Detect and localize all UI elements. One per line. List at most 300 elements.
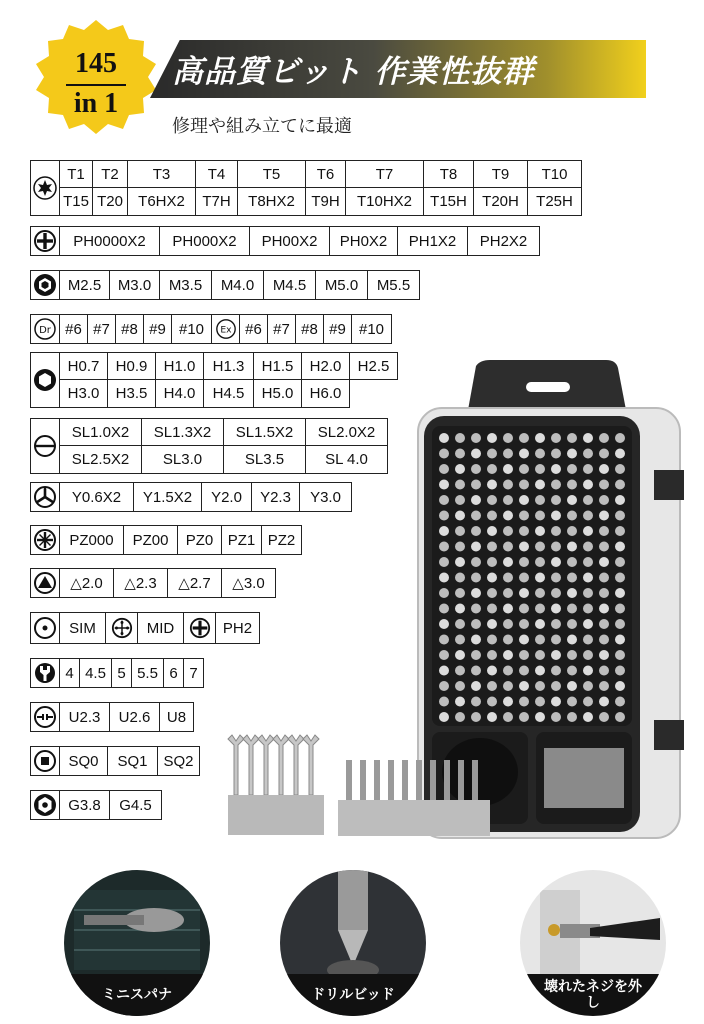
- bit-slot: [567, 480, 577, 490]
- drill-bit: [430, 760, 436, 800]
- spanner-size: 6: [164, 658, 184, 688]
- bit-slot: [551, 712, 561, 722]
- bit-slot: [519, 433, 529, 443]
- bit-slot: [455, 433, 465, 443]
- bit-slot: [615, 480, 625, 490]
- torx-size: T2: [93, 160, 128, 188]
- bit-slot: [599, 464, 609, 474]
- hex-size: H4.0: [156, 380, 204, 408]
- bit-slot: [535, 635, 545, 645]
- drill-bit: [472, 760, 478, 800]
- bit-slot: [615, 697, 625, 707]
- triangle-size: △2.7: [168, 568, 222, 598]
- hex-size: H4.5: [204, 380, 254, 408]
- bit-slot: [519, 666, 529, 676]
- gamebit-size: G4.5: [110, 790, 162, 820]
- bit-slot: [551, 635, 561, 645]
- square-row: [30, 746, 200, 776]
- bit-slot: [583, 464, 593, 474]
- bit-slot: [551, 666, 561, 676]
- bit-slot: [599, 712, 609, 722]
- torx-size: T7H: [196, 188, 238, 216]
- bit-slot: [487, 480, 497, 490]
- bit-slot: [583, 666, 593, 676]
- mini-spanner: [243, 735, 259, 795]
- ph2-label: PH2: [216, 612, 260, 644]
- dr-icon-label: Dr: [39, 325, 51, 336]
- bit-slot: [471, 557, 481, 567]
- bit-slot: [567, 542, 577, 552]
- bit-slot: [599, 666, 609, 676]
- bit-slot: [551, 495, 561, 505]
- torx-size: T7: [346, 160, 424, 188]
- pozidriv-size: PZ000: [60, 525, 124, 555]
- bit-slot: [583, 697, 593, 707]
- torx-size: T8HX2: [238, 188, 306, 216]
- bit-slot: [439, 526, 449, 536]
- mini-spanner: [228, 735, 244, 795]
- bit-slot: [487, 542, 497, 552]
- bit-slot: [599, 480, 609, 490]
- bit-slot: [487, 557, 497, 567]
- bit-slot: [567, 619, 577, 629]
- bit-slot: [583, 557, 593, 567]
- bit-slot: [583, 635, 593, 645]
- bit-slot: [519, 511, 529, 521]
- bit-slot: [551, 464, 561, 474]
- bit-slot: [551, 511, 561, 521]
- bit-slot: [599, 573, 609, 583]
- bit-slot: [551, 433, 561, 443]
- bit-slot: [503, 635, 513, 645]
- phillips-size: PH1X2: [398, 226, 468, 256]
- bit-slot: [471, 666, 481, 676]
- bit-slot: [487, 573, 497, 583]
- bit-slot: [567, 433, 577, 443]
- bit-slot: [503, 604, 513, 614]
- bit-slot: [471, 619, 481, 629]
- page-subtitle: 修理や組み立てに最適: [172, 116, 352, 137]
- bit-slot: [615, 542, 625, 552]
- ex-size: #8: [296, 314, 324, 344]
- bit-slot: [471, 588, 481, 598]
- bit-slot: [535, 526, 545, 536]
- bit-slot: [535, 650, 545, 660]
- bit-slot: [599, 557, 609, 567]
- bit-slot: [487, 604, 497, 614]
- feature-drill-bit: [280, 870, 426, 1016]
- bit-slot: [615, 619, 625, 629]
- mini-spanner: [288, 735, 304, 795]
- drill-bit: [346, 760, 352, 800]
- bit-slot: [455, 542, 465, 552]
- bit-slot: [503, 650, 513, 660]
- bit-slot: [599, 526, 609, 536]
- bit-slot: [487, 619, 497, 629]
- bit-slot: [615, 557, 625, 567]
- bit-slot: [439, 573, 449, 583]
- bit-slot: [455, 588, 465, 598]
- metric-size: M4.5: [264, 270, 316, 300]
- bit-slot: [567, 588, 577, 598]
- torx-size: T20: [93, 188, 128, 216]
- feature-label: 壊れたネジを外し: [520, 974, 666, 1016]
- square-size: SQ2: [158, 746, 200, 776]
- hanger-hole: [526, 382, 570, 392]
- bit-slot: [567, 635, 577, 645]
- hex-size: H5.0: [254, 380, 302, 408]
- dr-size: #10: [172, 314, 212, 344]
- bit-slot: [583, 449, 593, 459]
- torx-size: T1: [60, 160, 93, 188]
- bit-slot: [535, 542, 545, 552]
- bit-slot: [567, 712, 577, 722]
- bit-slot: [503, 449, 513, 459]
- slotted-size: SL3.0: [142, 446, 224, 474]
- bit-slot: [455, 666, 465, 676]
- bit-slot: [487, 464, 497, 474]
- bit-slot: [455, 573, 465, 583]
- bit-slot: [471, 697, 481, 707]
- bit-slot: [615, 604, 625, 614]
- sim-label: SIM: [60, 612, 106, 644]
- tri-wing-size: Y1.5X2: [134, 482, 202, 512]
- pozidriv-icon: [30, 525, 60, 555]
- spanner-size: 4: [60, 658, 80, 688]
- bit-slot: [439, 666, 449, 676]
- bit-slot: [599, 697, 609, 707]
- triangle-size: △3.0: [222, 568, 276, 598]
- dr-size: #8: [116, 314, 144, 344]
- bit-slot: [615, 681, 625, 691]
- bit-slot: [439, 619, 449, 629]
- bit-slot: [455, 511, 465, 521]
- phillips-row: [30, 226, 540, 256]
- ex-size: #10: [352, 314, 392, 344]
- bit-slot: [471, 712, 481, 722]
- torx-row: [30, 160, 582, 216]
- spanner-icon: [30, 658, 60, 688]
- feature-screw-extractor: [520, 870, 666, 1016]
- bit-slot: [583, 433, 593, 443]
- bit-slot: [439, 480, 449, 490]
- bit-slot: [455, 449, 465, 459]
- phillips-size: PH00X2: [250, 226, 330, 256]
- torx-size: T3: [128, 160, 196, 188]
- drill-bit: [388, 760, 394, 800]
- bit-slot: [503, 495, 513, 505]
- bit-slot: [503, 666, 513, 676]
- torx-size: T9H: [306, 188, 346, 216]
- bit-slot: [615, 433, 625, 443]
- dr-icon: [30, 314, 60, 344]
- page-title: 高品質ビット 作業性抜群: [172, 54, 535, 90]
- bit-slot: [535, 697, 545, 707]
- bit-slot: [583, 650, 593, 660]
- bit-slot: [503, 526, 513, 536]
- bit-slot: [503, 697, 513, 707]
- bit-slot: [567, 650, 577, 660]
- bit-slot: [519, 712, 529, 722]
- bit-slot: [471, 495, 481, 505]
- bit-slot: [503, 588, 513, 598]
- bit-slot: [471, 681, 481, 691]
- bit-slot: [439, 635, 449, 645]
- feature-label: ドリルビッド: [280, 974, 426, 1016]
- hex-socket-icon: [30, 270, 60, 300]
- bit-slot: [519, 480, 529, 490]
- slotted-size: SL2.5X2: [60, 446, 142, 474]
- bit-slot: [439, 433, 449, 443]
- bit-slot: [535, 480, 545, 490]
- phillips-cross-icon: [30, 226, 60, 256]
- pozidriv-size: PZ2: [262, 525, 302, 555]
- torx-size: T10HX2: [346, 188, 424, 216]
- torx-star-icon: [30, 160, 60, 216]
- bit-slot: [599, 635, 609, 645]
- bit-slot: [471, 526, 481, 536]
- bit-slot: [535, 604, 545, 614]
- bit-slot: [567, 681, 577, 691]
- triangle-icon: [30, 568, 60, 598]
- hex-size: H3.5: [108, 380, 156, 408]
- mini-spanner: [273, 735, 289, 795]
- bit-slot: [503, 619, 513, 629]
- spanner-size: 5: [112, 658, 132, 688]
- bit-slot: [599, 495, 609, 505]
- bit-slot: [615, 635, 625, 645]
- bit-slot: [455, 681, 465, 691]
- hex-size: H0.9: [108, 352, 156, 380]
- bit-slot: [487, 511, 497, 521]
- bit-slot: [519, 650, 529, 660]
- bit-slot: [455, 650, 465, 660]
- spanner-base: [228, 795, 324, 835]
- mini-spanner: [303, 735, 319, 795]
- bit-slot: [487, 681, 497, 691]
- bit-slot: [471, 542, 481, 552]
- triangle-size: △2.3: [114, 568, 168, 598]
- bit-slot: [567, 666, 577, 676]
- bit-slot: [583, 480, 593, 490]
- bit-slot: [503, 712, 513, 722]
- dr-size: #7: [88, 314, 116, 344]
- torx-size: T8: [424, 160, 474, 188]
- slotted-size: SL3.5: [224, 446, 306, 474]
- ex-size: #6: [240, 314, 268, 344]
- dr-size: #6: [60, 314, 88, 344]
- slotted-size: SL2.0X2: [306, 418, 388, 446]
- hex-size: H2.5: [350, 352, 398, 380]
- u-type-size: U2.3: [60, 702, 110, 732]
- pozidriv-size: PZ00: [124, 525, 178, 555]
- bit-slot: [551, 542, 561, 552]
- bit-slot: [487, 495, 497, 505]
- tri-wing-size: Y3.0: [300, 482, 352, 512]
- bit-slot: [471, 433, 481, 443]
- slotted-size: SL1.5X2: [224, 418, 306, 446]
- bit-slot: [567, 526, 577, 536]
- bit-slot: [471, 604, 481, 614]
- bit-slot: [519, 557, 529, 567]
- product-image: [218, 360, 688, 850]
- ph2-icon: [184, 612, 216, 644]
- bit-slot: [455, 712, 465, 722]
- bit-slot: [535, 588, 545, 598]
- feature-label: ミニスパナ: [64, 974, 210, 1016]
- metric-size: M4.0: [212, 270, 264, 300]
- bit-slot: [615, 511, 625, 521]
- slotted-size: SL1.0X2: [60, 418, 142, 446]
- extension-bits: [544, 748, 624, 808]
- bit-slot: [487, 712, 497, 722]
- dr-size: #9: [144, 314, 172, 344]
- bit-slot: [455, 480, 465, 490]
- triangle-size: △2.0: [60, 568, 114, 598]
- torx-size: T10: [528, 160, 582, 188]
- slotted-icon: [30, 418, 60, 474]
- tri-wing-size: Y0.6X2: [60, 482, 134, 512]
- bit-slot: [551, 650, 561, 660]
- bit-slot: [583, 619, 593, 629]
- metric-size: M5.0: [316, 270, 368, 300]
- hex-size: H0.7: [60, 352, 108, 380]
- bit-slot: [439, 449, 449, 459]
- metric-size: M3.5: [160, 270, 212, 300]
- bit-slot: [535, 495, 545, 505]
- torx-size: T25H: [528, 188, 582, 216]
- gamebit-icon: [30, 790, 60, 820]
- bit-slot: [599, 588, 609, 598]
- bit-slot: [535, 573, 545, 583]
- u-type-size: U8: [160, 702, 194, 732]
- ex-icon: [212, 314, 240, 344]
- bit-slot: [583, 542, 593, 552]
- bit-slot: [551, 697, 561, 707]
- hex-size: H6.0: [302, 380, 350, 408]
- mini-spanner: [258, 735, 274, 795]
- bit-slot: [599, 433, 609, 443]
- square-icon: [30, 746, 60, 776]
- bit-slot: [567, 557, 577, 567]
- bit-slot: [519, 681, 529, 691]
- bit-slot: [599, 681, 609, 691]
- badge-number: 145: [75, 48, 117, 79]
- hex-size: H2.0: [302, 352, 350, 380]
- spanner-size: 4.5: [80, 658, 112, 688]
- bit-slot: [615, 666, 625, 676]
- bit-slot: [471, 635, 481, 645]
- bit-slot: [551, 604, 561, 614]
- slotted-size: SL 4.0: [306, 446, 388, 474]
- bit-slot: [487, 526, 497, 536]
- bit-slot: [535, 666, 545, 676]
- bit-slot: [455, 697, 465, 707]
- metric-size: M3.0: [110, 270, 160, 300]
- bit-slot: [567, 464, 577, 474]
- bit-slot: [519, 464, 529, 474]
- bit-slot: [455, 557, 465, 567]
- hex-size: H1.5: [254, 352, 302, 380]
- torx-size: T15H: [424, 188, 474, 216]
- phillips-size: PH0X2: [330, 226, 398, 256]
- bit-slot: [615, 449, 625, 459]
- metric-size: M2.5: [60, 270, 110, 300]
- bit-slot: [439, 557, 449, 567]
- bit-slot: [487, 588, 497, 598]
- bit-slot: [439, 650, 449, 660]
- pozidriv-size: PZ0: [178, 525, 222, 555]
- bit-slot: [551, 449, 561, 459]
- dr-ex-row: [30, 314, 392, 344]
- bit-slot: [535, 449, 545, 459]
- bit-slot: [503, 433, 513, 443]
- u-type-size: U2.6: [110, 702, 160, 732]
- bit-slot: [519, 449, 529, 459]
- bit-slot: [519, 495, 529, 505]
- bit-slot: [567, 604, 577, 614]
- bit-slot: [439, 712, 449, 722]
- bit-slot: [615, 526, 625, 536]
- bit-slot: [567, 449, 577, 459]
- torx-size: T9: [474, 160, 528, 188]
- bit-slot: [535, 433, 545, 443]
- bit-slot: [583, 511, 593, 521]
- bit-slot: [519, 588, 529, 598]
- ex-size: #7: [268, 314, 296, 344]
- u-type-icon: [30, 702, 60, 732]
- bit-slot: [503, 511, 513, 521]
- phillips-size: PH000X2: [160, 226, 250, 256]
- bit-slot: [551, 557, 561, 567]
- torx-size: T4: [196, 160, 238, 188]
- bit-slot: [439, 464, 449, 474]
- bit-slot: [535, 511, 545, 521]
- bit-slot: [471, 480, 481, 490]
- bit-slot: [567, 697, 577, 707]
- hex-size: H3.0: [60, 380, 108, 408]
- bit-slot: [615, 712, 625, 722]
- torx-size: T20H: [474, 188, 528, 216]
- bit-slot: [615, 495, 625, 505]
- bit-slot: [455, 464, 465, 474]
- bit-slot: [535, 712, 545, 722]
- bit-slot: [567, 573, 577, 583]
- bit-slot: [535, 619, 545, 629]
- torx-size: T6: [306, 160, 346, 188]
- bit-slot: [503, 542, 513, 552]
- torx-size: T6HX2: [128, 188, 196, 216]
- bit-slot: [455, 635, 465, 645]
- bit-slot: [551, 526, 561, 536]
- bit-slot: [439, 588, 449, 598]
- tri-wing-icon: [30, 482, 60, 512]
- torx-line-1: [60, 160, 582, 188]
- bit-slot: [503, 557, 513, 567]
- ex-icon-label: Ex: [219, 324, 232, 336]
- bit-strip-base: [338, 800, 490, 836]
- bit-slot: [439, 604, 449, 614]
- bit-slot: [487, 666, 497, 676]
- drill-bit: [416, 760, 422, 800]
- bit-slot: [519, 619, 529, 629]
- torx-line-2: [60, 188, 582, 216]
- bit-slot: [471, 464, 481, 474]
- metric-size: M5.5: [368, 270, 420, 300]
- tri-wing-size: Y2.0: [202, 482, 252, 512]
- bit-slot: [551, 681, 561, 691]
- bit-slot: [487, 650, 497, 660]
